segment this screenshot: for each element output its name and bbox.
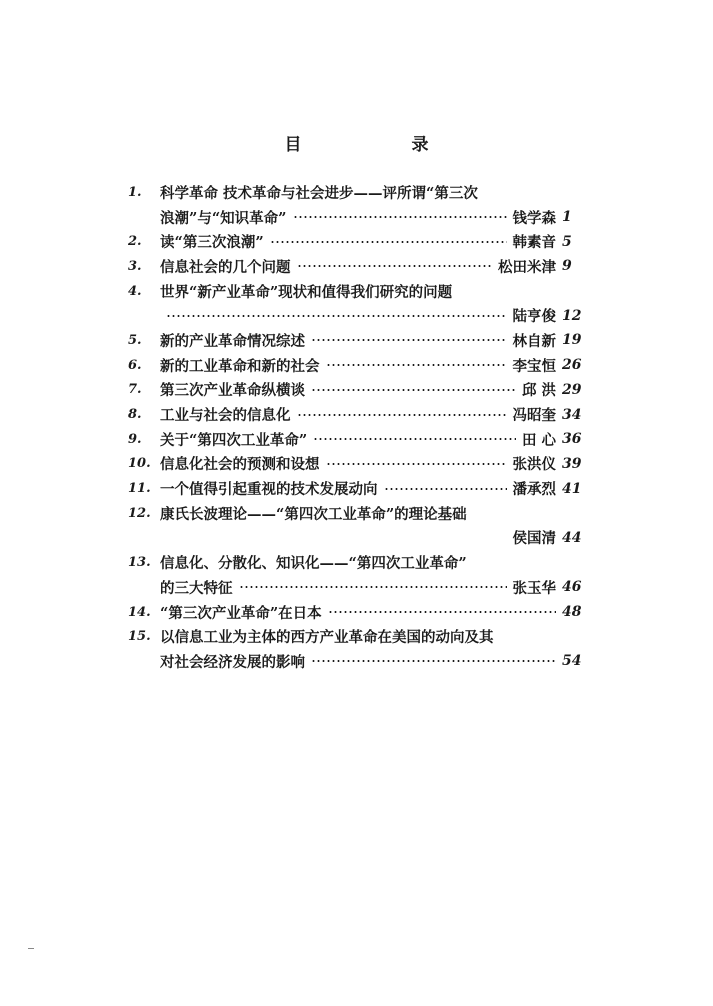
- toc-entry: [128, 550, 592, 599]
- entry-page-number: 39: [562, 455, 582, 472]
- dot-leader: [293, 216, 507, 218]
- entry-number: 2.: [128, 234, 142, 250]
- entry-page-number: 44: [562, 529, 582, 546]
- toc-line: [128, 550, 592, 575]
- entry-page-number: 34: [562, 406, 582, 423]
- toc-line: [128, 254, 592, 279]
- toc-entry: [128, 501, 592, 550]
- entry-author: 松田米津: [498, 258, 556, 276]
- toc-line: [128, 328, 592, 353]
- entry-author: 钱学森: [512, 209, 556, 227]
- entry-number: 5.: [128, 332, 142, 348]
- entry-number: 13.: [128, 555, 151, 571]
- entry-number: 14.: [128, 604, 151, 620]
- toc-line: [128, 526, 592, 551]
- toc-entry: [128, 229, 592, 254]
- toc-entry: [128, 279, 592, 328]
- dot-leader: [326, 364, 507, 366]
- entry-number: 10.: [128, 456, 151, 472]
- entry-page-number: 9: [562, 258, 572, 275]
- toc-entry: [128, 254, 592, 279]
- dot-leader: [311, 389, 516, 391]
- entry-page-number: 41: [562, 480, 582, 497]
- entry-number: 8.: [128, 407, 142, 423]
- entry-page-number: 46: [562, 579, 582, 596]
- toc-line: [128, 353, 592, 378]
- entry-number: 7.: [128, 382, 142, 398]
- toc-line: [128, 624, 592, 649]
- entry-number: 4.: [128, 283, 142, 299]
- entry-number: 1.: [128, 184, 142, 200]
- toc-line: [128, 452, 592, 477]
- entry-number: 11.: [128, 481, 151, 497]
- dot-leader: [297, 265, 493, 267]
- toc-line: [128, 303, 592, 328]
- entry-title: 新的产业革命情况综述: [160, 332, 305, 350]
- toc-entry: [128, 427, 592, 452]
- toc-entry: [128, 452, 592, 477]
- entry-author: 邱 洪: [521, 382, 556, 400]
- entry-number: 9.: [128, 431, 142, 447]
- toc-line: [128, 402, 592, 427]
- dot-leader: [328, 611, 556, 613]
- entry-title: 的三大特征: [160, 579, 233, 597]
- entry-page-number: 48: [562, 604, 582, 621]
- entry-author: 田 心: [521, 431, 556, 449]
- toc-line: [128, 575, 592, 600]
- dot-leader: [297, 414, 507, 416]
- toc-line: [128, 649, 592, 674]
- entry-title: 信息化社会的预测和设想: [160, 456, 320, 474]
- scan-mark: [28, 948, 34, 949]
- dot-leader: [239, 586, 507, 588]
- entry-title: 工业与社会的信息化: [160, 407, 291, 425]
- toc-line: [128, 501, 592, 526]
- entry-number: 12.: [128, 505, 151, 521]
- toc-line: [128, 378, 592, 403]
- entry-author: 林自新: [512, 332, 556, 350]
- dot-leader: [311, 660, 556, 662]
- toc-entry: [128, 624, 592, 673]
- page-title: 目 录: [284, 135, 481, 155]
- entry-title: 读“第三次浪潮”: [160, 234, 264, 252]
- dot-leader: [313, 438, 516, 440]
- toc-entry: [128, 600, 592, 625]
- toc-line: [128, 427, 592, 452]
- entry-author: 韩素音: [512, 234, 556, 252]
- toc-entry: [128, 378, 592, 403]
- entry-title: 世界“新产业革命”现状和值得我们研究的问题: [160, 283, 453, 301]
- toc-line: [128, 229, 592, 254]
- toc-line: [128, 279, 592, 304]
- entry-author: 李宝恒: [512, 357, 556, 375]
- table-of-contents: [128, 180, 592, 674]
- entry-number: 6.: [128, 357, 142, 373]
- entry-title: 以信息工业为主体的西方产业革命在美国的动向及其: [160, 629, 494, 647]
- entry-title: 一个值得引起重视的技术发展动向: [160, 481, 378, 499]
- entry-title: 新的工业革命和新的社会: [160, 357, 320, 375]
- toc-entry: [128, 180, 592, 229]
- entry-title: 信息社会的几个问题: [160, 258, 291, 276]
- dot-leader: [384, 488, 507, 490]
- toc-entry: [128, 328, 592, 353]
- entry-page-number: 36: [562, 431, 582, 448]
- entry-title: 第三次产业革命纵横谈: [160, 382, 305, 400]
- entry-title: 对社会经济发展的影响: [160, 653, 305, 671]
- entry-author: 张洪仪: [512, 456, 556, 474]
- toc-entry: [128, 476, 592, 501]
- entry-author: 冯昭奎: [512, 407, 556, 425]
- dot-leader: [166, 315, 507, 317]
- entry-page-number: 26: [562, 357, 582, 374]
- entry-page-number: 1: [562, 209, 572, 226]
- toc-entry: [128, 402, 592, 427]
- toc-line: [128, 205, 592, 230]
- entry-author: 侯国清: [512, 530, 556, 548]
- entry-title: 浪潮”与“知识革命”: [160, 209, 287, 227]
- entry-title: “第三次产业革命”在日本: [160, 604, 322, 622]
- entry-page-number: 19: [562, 332, 582, 349]
- entry-number: 3.: [128, 258, 142, 274]
- dot-leader: [311, 339, 507, 341]
- entry-author: 潘承烈: [512, 481, 556, 499]
- entry-author: 陆亨俊: [512, 308, 556, 326]
- dot-leader: [270, 241, 507, 243]
- entry-title: 科学革命 技术革命与社会进步——评所谓“第三次: [160, 184, 478, 202]
- dot-leader: [326, 463, 507, 465]
- entry-title: 关于“第四次工业革命”: [160, 431, 308, 449]
- entry-title: 康氏长波理论——“第四次工业革命”的理论基础: [160, 505, 467, 523]
- toc-entry: [128, 353, 592, 378]
- entry-page-number: 29: [562, 381, 582, 398]
- entry-page-number: 5: [562, 233, 572, 250]
- entry-page-number: 12: [562, 307, 582, 324]
- toc-line: [128, 600, 592, 625]
- entry-number: 15.: [128, 629, 151, 645]
- toc-line: [128, 476, 592, 501]
- toc-line: [128, 180, 592, 205]
- entry-author: 张玉华: [512, 579, 556, 597]
- entry-page-number: 54: [562, 653, 582, 670]
- entry-title: 信息化、分散化、知识化——“第四次工业革命”: [160, 555, 467, 573]
